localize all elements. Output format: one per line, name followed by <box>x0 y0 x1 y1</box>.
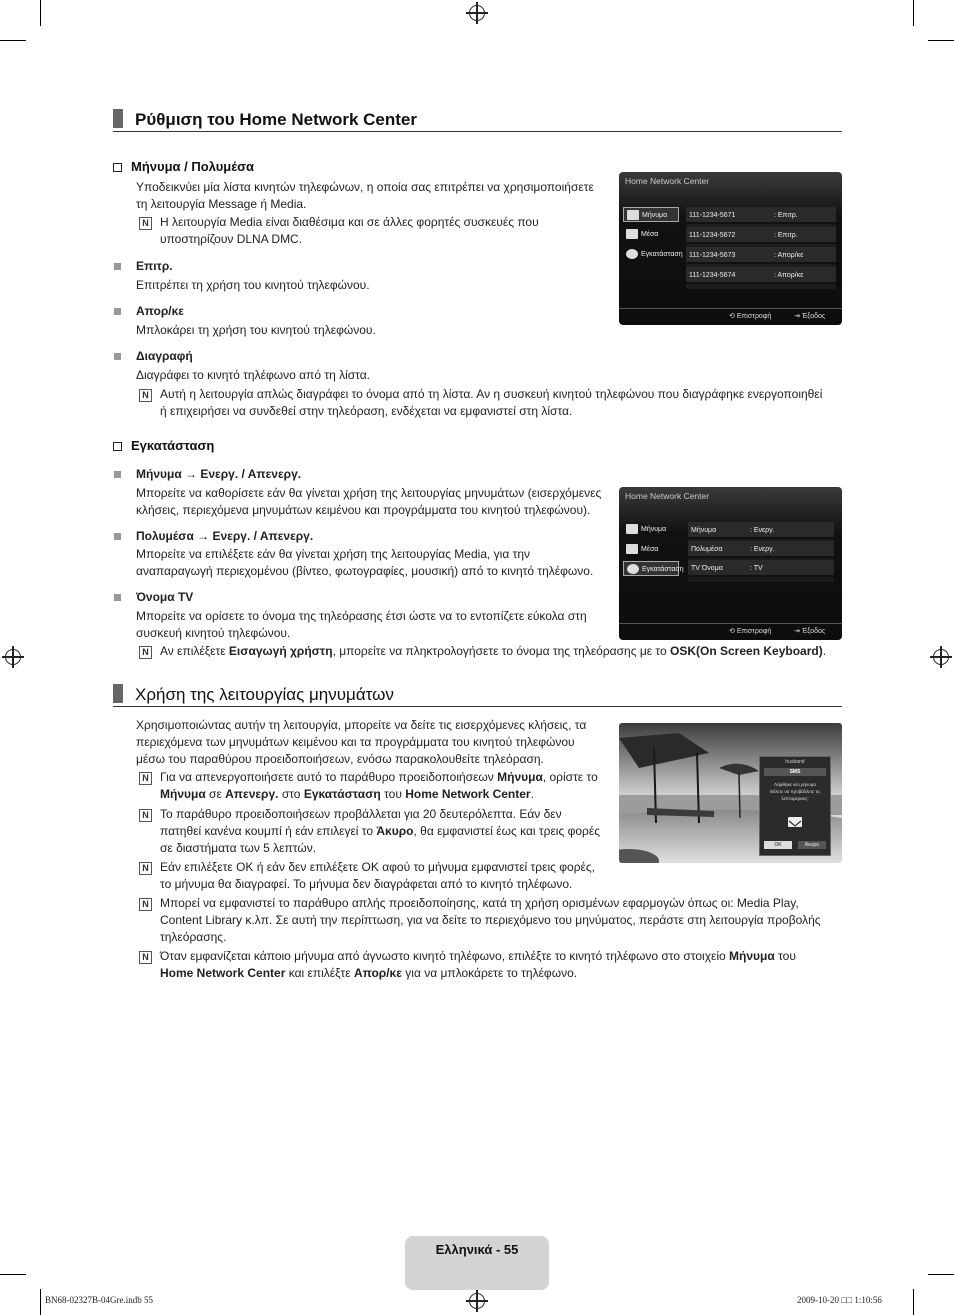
note-icon: N <box>139 217 152 230</box>
registration-mark-icon <box>933 649 949 665</box>
crop-mark <box>0 1274 26 1275</box>
tv-screen-setup <box>619 487 842 640</box>
back-button[interactable]: ⟲ Επιστροφή <box>729 313 772 320</box>
exit-button[interactable]: ⇥ Έξοδος <box>794 628 826 635</box>
envelope-icon <box>627 210 639 220</box>
section-rule <box>113 131 842 132</box>
crop-mark <box>928 1274 954 1275</box>
crop-mark <box>928 40 954 41</box>
item-text: Μπορείτε να καθορίσετε εάν θα γίνεται χρήση της λειτουργίας μηνυμάτων (εισερχόμενες κλήσεις, περιεχόμενα μηνυμάτων κειμένου και προγράμματα του κινητού τηλεφώνου). <box>136 486 602 517</box>
envelope-icon <box>626 524 638 534</box>
menu-item-setup[interactable]: Εγκατάσταση <box>623 561 679 576</box>
section-rule <box>113 706 842 707</box>
message-popup <box>759 756 831 856</box>
list-item[interactable]: 111-1234-5673 : Απορ/κε <box>686 247 836 264</box>
note-icon: N <box>139 646 152 659</box>
note-text: Η λειτουργία Media είναι διαθέσιμα και σε άλλες φορητές συσκευές που υποστηρίζουν DLNA DMC. <box>160 215 539 246</box>
media-icon <box>626 229 638 239</box>
note-text: Αν επιλέξετε Εισαγωγή χρήστη, μπορείτε να πληκτρολογήσετε το όνομα της τηλεόρασης με το OSK(On Screen Keyboard). <box>160 644 827 658</box>
bullet-icon <box>114 308 121 315</box>
screen-title: Home Network Center <box>625 176 710 186</box>
divider <box>619 308 842 309</box>
note-icon: N <box>139 809 152 822</box>
tv-screen-home-network-center <box>619 172 842 325</box>
item-text: Μπλοκάρει τη χρήση του κινητού τηλεφώνου. <box>136 323 376 337</box>
note-text: Το παράθυρο προειδοποιήσεων προβάλλεται για 20 δευτερόλεπτα. Εάν δεν πατηθεί κανένα κουμπί ή εάν επιλεγεί το Άκυρο, θα εμφανιστεί έως και τρεις φορές σε διαστήματα των 5 λεπτών. <box>160 807 600 855</box>
item-label: Απορ/κε <box>136 304 184 318</box>
crop-mark <box>40 0 41 26</box>
envelope-icon <box>788 817 802 827</box>
note-icon: N <box>139 862 152 875</box>
item-label: Όνομα TV <box>136 590 194 604</box>
section-title: Ρύθμιση του Home Network Center <box>113 109 417 130</box>
bullet-icon <box>114 594 121 601</box>
popup-type: SMS <box>764 768 826 776</box>
note-icon: N <box>139 898 152 911</box>
list-item[interactable]: TV Όνομα : TV <box>688 560 834 577</box>
list-item[interactable]: 111-1234-5674 : Απορ/κε <box>686 267 836 284</box>
item-text: Μπορείτε να ορίσετε το όνομα της τηλεόρασης έτσι ώστε να το εντοπίζετε εύκολα στη συσκευή κινητού τηλεφώνου. <box>136 609 587 640</box>
list-item[interactable]: Πολυμέσα : Ενεργ. <box>688 541 834 558</box>
crop-mark <box>40 1289 41 1315</box>
crop-mark <box>0 40 26 41</box>
crop-mark <box>913 0 914 26</box>
divider <box>619 623 842 624</box>
item-label: Διαγραφή <box>136 349 193 363</box>
menu-item-media[interactable]: Μέσα <box>623 542 679 557</box>
beach-photo <box>619 723 842 863</box>
bullet-icon <box>114 263 121 270</box>
note-icon: N <box>139 389 152 402</box>
item-text: Μπορείτε να επιλέξετε εάν θα γίνεται χρήση της λειτουργίας Media, για την αναπαραγωγή περιεχομένου (βίντεο, φωτογραφίες, μουσική) από το κινητό τηλέφωνο. <box>136 547 594 578</box>
registration-mark-icon <box>469 5 485 21</box>
page-number-tab: Ελληνικά - 55 <box>405 1236 549 1290</box>
list-item[interactable]: 111-1234-5672 : Επιτρ. <box>686 227 836 244</box>
menu-item-message[interactable]: Μήνυμα <box>623 207 679 222</box>
print-date: 2009-10-20 □□ 1:10:56 <box>797 1295 882 1305</box>
note-text: Για να απενεργοποιήσετε αυτό το παράθυρο προειδοποιήσεων Μήνυμα, ορίστε το Μήνυμα σε Απενεργ. στο Εγκατάσταση του Home Network Center. <box>160 770 598 801</box>
back-button[interactable]: ⟲ Επιστροφή <box>729 628 772 635</box>
note-text: Όταν εμφανίζεται κάποιο μήνυμα από άγνωστο κινητό τηλέφωνο, επιλέξτε το κινητό τηλέφωνο στο στοιχείο Μήνυμα του Home Network Center και επιλέξτε Απορ/κε για να μπλοκάρετε το τηλέφωνο. <box>160 949 796 980</box>
menu-item-media[interactable]: Μέσα <box>623 227 679 242</box>
section-title: Χρήση της λειτουργίας μηνυμάτων <box>113 684 394 705</box>
phone-list <box>686 205 836 289</box>
gear-icon <box>626 249 638 259</box>
registration-mark-icon <box>5 649 21 665</box>
registration-mark-icon <box>469 1293 485 1309</box>
bullet-icon <box>114 533 121 540</box>
cancel-button[interactable]: Άκυρο <box>798 841 826 849</box>
note-icon: N <box>139 772 152 785</box>
list-item[interactable]: 111-1234-5671 : Επιτρ. <box>686 207 836 224</box>
note-text: Αυτή η λειτουργία απλώς διαγράφει το όνομα από τη λίστα. Αν η συσκευή κινητού τηλεφώνου που διαγράφηκε ενεργοποιηθεί ή επιχειρήσει να συνδεθεί στην τηλεόραση, ενδέχεται να εμφανιστεί στη λίστα. <box>160 387 823 418</box>
popup-text: Λήφθηκε νέο μήνυμα Θέλετε να προβάλλετε τις λεπτομέρειες; <box>769 782 821 801</box>
ok-button[interactable]: OK <box>764 841 792 849</box>
paragraph: Υποδεικνύει μία λίστα κινητών τηλεφώνων, η οποία σας επιτρέπει να χρησιμοποιήσετε τη λειτουργία Message ή Media. <box>136 180 594 211</box>
crop-mark <box>913 1289 914 1315</box>
paragraph: Χρησιμοποιώντας αυτήν τη λειτουργία, μπορείτε να δείτε τις εισερχόμενες κλήσεις, τα περιεχόμενα των μηνυμάτων κειμένου και τα προγράμματα του κινητού τηλεφώνου μέσω του παραθύρου προειδοποιήσεων, ενόσω παρακολουθείτε τηλεόραση. <box>136 718 587 766</box>
media-icon <box>626 544 638 554</box>
menu-item-setup[interactable]: Εγκατάσταση <box>623 247 679 262</box>
gear-icon <box>627 564 639 574</box>
item-text: Διαγράφει το κινητό τηλέφωνο από τη λίστα. <box>136 368 370 382</box>
popup-sender: husband <box>785 759 805 765</box>
bullet-icon <box>114 471 121 478</box>
note-text: Μπορεί να εμφανιστεί το παράθυρο απλής προειδοποίησης, κατά τη χρήση ορισμένων εφαρμογών όπως οι: Media Play, Content Library κ.λπ. Σε αυτή την περίπτωση, για να δείτε το περιεχόμενο του μηνύματος, περάστε στη λειτουργία προβολής τηλεόρασης. <box>160 896 821 944</box>
item-label: Επιτρ. <box>136 259 173 273</box>
settings-list <box>688 520 834 582</box>
note-icon: N <box>139 951 152 964</box>
screen-title: Home Network Center <box>625 491 710 501</box>
subheading-message-media: Μήνυμα / Πολυμέσα <box>113 159 254 174</box>
menu-item-message[interactable]: Μήνυμα <box>623 522 679 537</box>
bullet-icon <box>114 353 121 360</box>
item-label: Μήνυμα → Ενεργ. / Απενεργ. <box>136 467 302 481</box>
item-label: Πολυμέσα → Ενεργ. / Απενεργ. <box>136 529 314 543</box>
list-item[interactable]: Μήνυμα : Ενεργ. <box>688 522 834 539</box>
item-text: Επιτρέπει τη χρήση του κινητού τηλεφώνου. <box>136 278 370 292</box>
note-text: Εάν επιλέξετε OK ή εάν δεν επιλέξετε OK αφού το μήνυμα εμφανιστεί τρεις φορές, το μήνυμα θα διαγραφεί. Το μήνυμα δεν διαγράφεται από το κινητό τηλέφωνο. <box>160 860 595 891</box>
exit-button[interactable]: ⇥ Έξοδος <box>794 313 826 320</box>
file-info: BN68-02327B-04Gre.indb 55 <box>45 1295 153 1305</box>
subheading-setup: Εγκατάσταση <box>113 438 214 453</box>
